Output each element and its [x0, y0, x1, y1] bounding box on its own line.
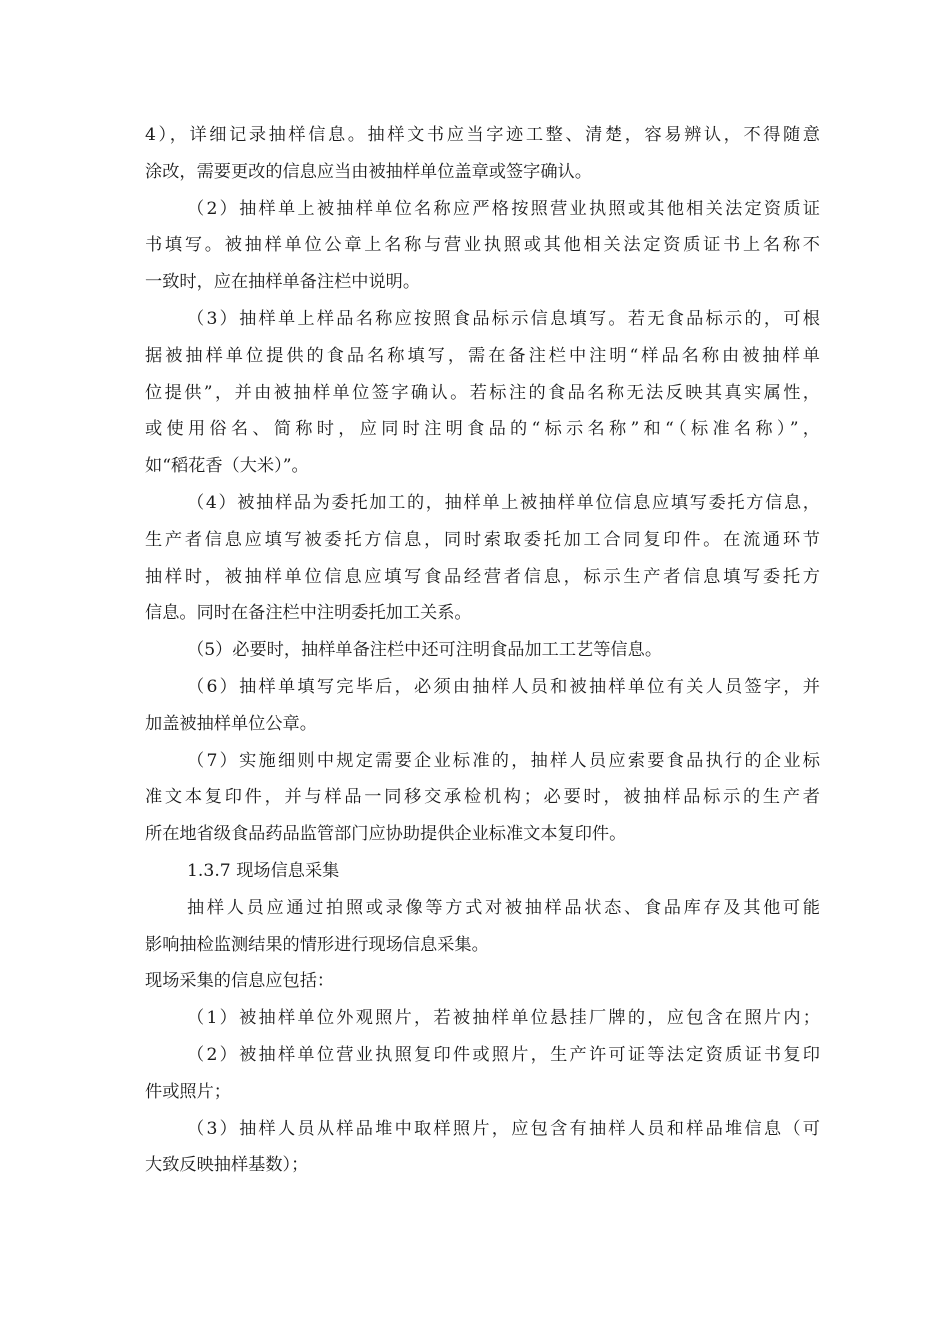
text-line: 准文本复印件，并与样品一同移交承检机构；必要时，被抽样品标示的生产者 — [145, 787, 820, 808]
text-line: 生产者信息应填写被委托方信息，同时索取委托加工合同复印件。在流通环节 — [145, 529, 820, 550]
text-line: 如“稻花香（大米）”。 — [145, 456, 309, 477]
text-line: 所在地省级食品药品监管部门应协助提供企业标准文本复印件。 — [145, 824, 627, 845]
text-line: 1.3.7 现场信息采集 — [187, 860, 340, 881]
text-line: （3）抽样单上样品名称应按照食品标示信息填写。若无食品标示的，可根 — [187, 308, 820, 329]
text-line: 加盖被抽样单位公章。 — [145, 713, 317, 734]
text-line: （6）抽样单填写完毕后，必须由抽样人员和被抽样单位有关人员签字，并 — [187, 676, 820, 697]
text-line: （2）抽样单上被抽样单位名称应严格按照营业执照或其他相关法定资质证 — [187, 198, 820, 219]
text-line: （3）抽样人员从样品堆中取样照片，应包含有抽样人员和样品堆信息（可 — [187, 1118, 820, 1139]
text-line: 抽样时，被抽样单位信息应填写食品经营者信息，标示生产者信息填写委托方 — [145, 566, 820, 587]
text-line: 影响抽检监测结果的情形进行现场信息采集。 — [145, 934, 489, 955]
text-line: （1）被抽样单位外观照片，若被抽样单位悬挂厂牌的，应包含在照片内； — [187, 1008, 820, 1029]
text-line: 现场采集的信息应包括： — [145, 971, 335, 992]
text-line: 据被抽样单位提供的食品名称填写，需在备注栏中注明“样品名称由被抽样单 — [145, 345, 820, 366]
text-line: （4）被抽样品为委托加工的，抽样单上被抽样单位信息应填写委托方信息， — [187, 492, 820, 513]
text-line: 信息。同时在备注栏中注明委托加工关系。 — [145, 603, 472, 624]
text-line: 涂改，需要更改的信息应当由被抽样单位盖章或签字确认。 — [145, 161, 592, 182]
text-line: （7）实施细则中规定需要企业标准的，抽样人员应索要食品执行的企业标 — [187, 750, 820, 771]
text-line: （2）被抽样单位营业执照复印件或照片，生产许可证等法定资质证书复印 — [187, 1044, 820, 1065]
text-line: 书填写。被抽样单位公章上名称与营业执照或其他相关法定资质证书上名称不 — [145, 235, 820, 256]
document-body — [145, 117, 820, 1184]
text-line: 抽样人员应通过拍照或录像等方式对被抽样品状态、食品库存及其他可能 — [187, 897, 820, 918]
text-line: 4），详细记录抽样信息。抽样文书应当字迹工整、清楚，容易辨认，不得随意 — [145, 125, 820, 145]
text-line: 一致时，应在抽样单备注栏中说明。 — [145, 272, 421, 293]
text-line: 件或照片； — [145, 1081, 231, 1102]
text-line: 大致反映抽样基数）； — [145, 1155, 309, 1176]
text-line: （5）必要时，抽样单备注栏中还可注明食品加工工艺等信息。 — [187, 640, 663, 661]
text-line: 位提供”，并由被抽样单位签字确认。若标注的食品名称无法反映其真实属性， — [145, 382, 820, 403]
text-line: 或使用俗名、简称时，应同时注明食品的“标示名称”和“（标准名称）”， — [145, 419, 820, 440]
